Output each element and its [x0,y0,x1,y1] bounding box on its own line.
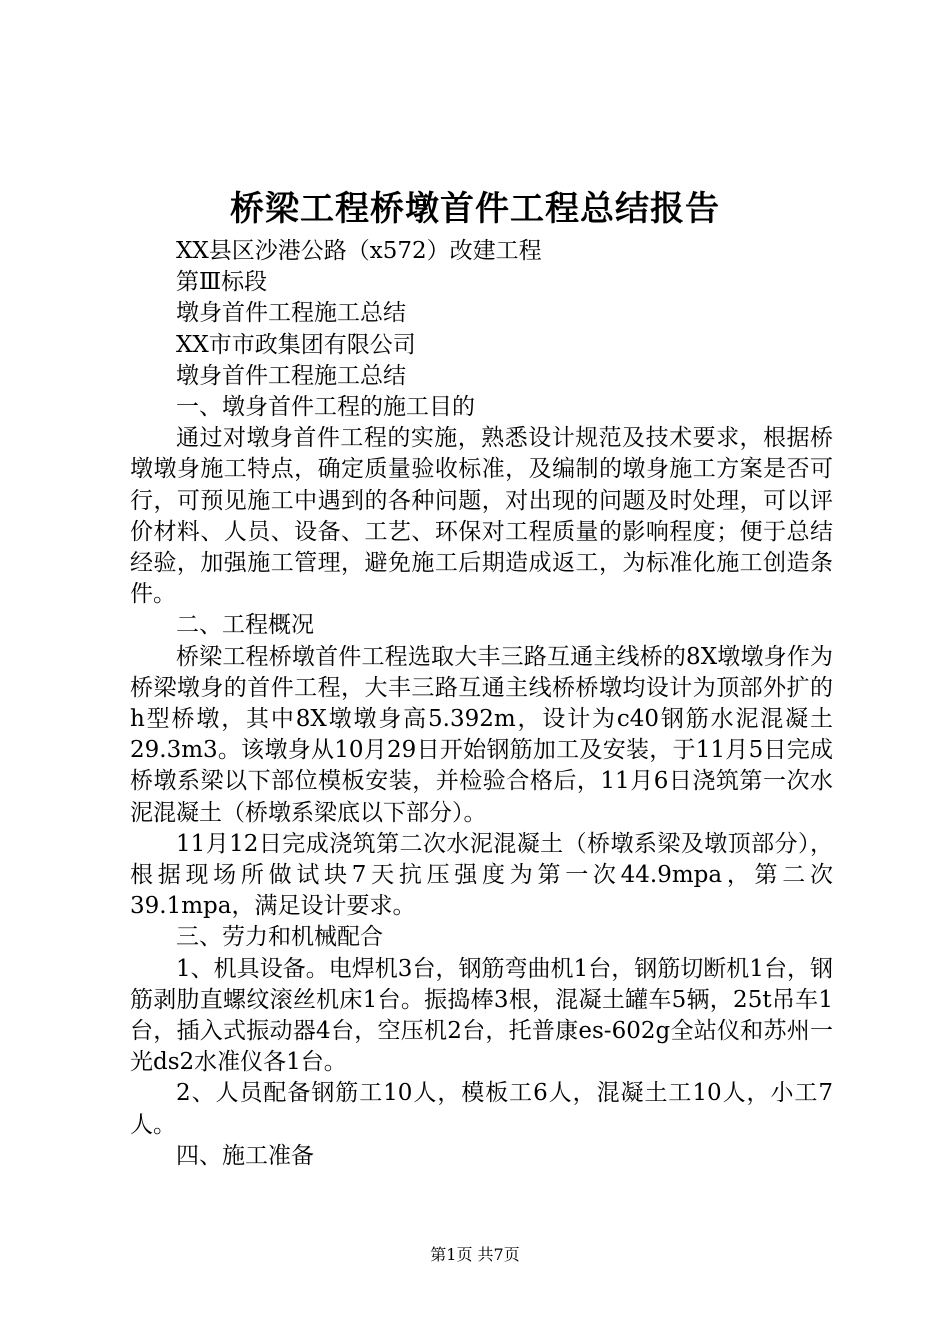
summary-subtitle-repeat: 墩身首件工程施工总结 [176,362,406,389]
paragraph-overview: 桥梁工程桥墩首件工程选取大丰三路互通主线桥的8X墩墩身作为桥梁墩身的首件工程，大丰三路互通主线桥桥墩均设计为顶部外扩的h型桥墩，其中8X墩墩身高5.392m，设计为c40钢筋水泥混凝土29.3m3。该墩身从10月29日开始钢筋加工及安装，于11月5日完成桥墩系梁以下部位模板安装，并检验合格后，11月6日浇筑第一次水泥混凝土（桥墩系梁底以下部分）。 [130,643,833,826]
heading-purpose: 一、墩身首件工程的施工目的 [176,394,475,421]
section-lot: 第Ⅲ标段 [176,269,268,296]
heading-labor-machinery: 三、劳力和机械配合 [176,924,383,951]
heading-preparation: 四、施工准备 [176,1142,314,1169]
paragraph-personnel: 2、人员配备钢筋工10人，模板工6人，混凝土工10人，小工7人。 [130,1080,833,1138]
page-footer: 第1页 共7页 [430,1245,520,1264]
company-name: XX市市政集团有限公司 [176,331,416,358]
document-title: 桥梁工程桥墩首件工程总结报告 [230,189,720,229]
summary-subtitle: 墩身首件工程施工总结 [176,300,406,327]
paragraph-equipment: 1、机具设备。电焊机3台，钢筋弯曲机1台，钢筋切断机1台，钢筋剥肋直螺纹滚丝机床1台。振捣棒3根，混凝土罐车5辆，25t吊车1台，插入式振动器4台，空压机2台，托普康es-602g全站仪和苏州一光ds2水准仪各1台。 [130,955,833,1076]
paragraph-strength: 11月12日完成浇筑第二次水泥混凝土（桥墩系梁及墩顶部分），根据现场所做试块7天抗压强度为第一次44.9mpa，第二次39.1mpa，满足设计要求。 [130,830,833,920]
project-name: XX县区沙港公路（x572）改建工程 [176,238,542,264]
paragraph-purpose: 通过对墩身首件工程的实施，熟悉设计规范及技术要求，根据桥墩墩身施工特点，确定质量验收标准，及编制的墩身施工方案是否可行，可预见施工中遇到的各种问题，对出现的问题及时处理，可以评价材料、人员、设备、工艺、环保对工程质量的影响程度；便于总结经验，加强施工管理，避免施工后期造成返工，为标准化施工创造条件。 [130,425,833,608]
heading-overview: 二、工程概况 [176,612,314,639]
document-body [130,236,833,1172]
